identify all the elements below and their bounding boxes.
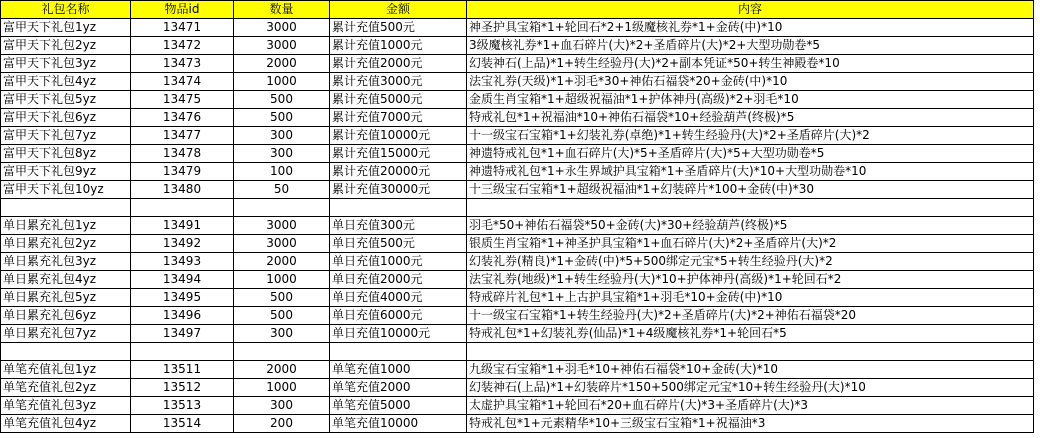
cell-content[interactable]: 金质生肖宝箱*1+超级祝福油*1+护体神丹(高级)*2+羽毛*10 — [467, 91, 1034, 109]
table-row — [1, 307, 1034, 325]
cell-item-id[interactable]: 13495 — [131, 289, 234, 307]
cell-gift-name[interactable]: 富甲天下礼包7yz — [1, 127, 131, 145]
cell-quantity[interactable]: 3000 — [234, 217, 330, 235]
header-id[interactable]: 物品id — [131, 1, 234, 19]
cell-item-id[interactable]: 13473 — [131, 55, 234, 73]
cell-quantity[interactable]: 3000 — [234, 37, 330, 55]
cell-gift-name[interactable]: 富甲天下礼包8yz — [1, 145, 131, 163]
cell-item-id[interactable]: 13474 — [131, 73, 234, 91]
cell-content[interactable]: 特戒礼包*1+元素精华*10+三级宝石宝箱*1+祝福油*3 — [467, 415, 1034, 433]
cell-item-id[interactable]: 13513 — [131, 397, 234, 415]
cell-quantity[interactable]: 2000 — [234, 55, 330, 73]
header-name[interactable]: 礼包名称 — [1, 1, 131, 19]
table-row — [1, 181, 1034, 199]
cell-gift-name[interactable]: 富甲天下礼包6yz — [1, 109, 131, 127]
cell-amount[interactable]: 累计充值7000元 — [330, 109, 467, 127]
cell-content[interactable]: 太虚护具宝箱*1+轮回石*20+血石碎片(大)*3+圣盾碎片(大)*3 — [467, 397, 1034, 415]
cell-quantity[interactable]: 3000 — [234, 235, 330, 253]
cell-content[interactable]: 十一级宝石宝箱*1+幻装礼券(卓绝)*1+转生经验丹(大)*2+圣盾碎片(大)*2 — [467, 127, 1034, 145]
cell-quantity[interactable]: 1000 — [234, 73, 330, 91]
spacer-row — [1, 343, 1034, 361]
cell-gift-name[interactable]: 单笔充值礼包1yz — [1, 361, 131, 379]
table-row — [1, 289, 1034, 307]
cell-item-id[interactable]: 13471 — [131, 19, 234, 37]
cell-gift-name[interactable]: 单笔充值礼包2yz — [1, 379, 131, 397]
cell-amount[interactable]: 累计充值5000元 — [330, 91, 467, 109]
cell-gift-name[interactable]: 富甲天下礼包10yz — [1, 181, 131, 199]
table-row — [1, 235, 1034, 253]
cell-quantity[interactable]: 200 — [234, 415, 330, 433]
cell-content[interactable]: 特戒礼包*1+祝福油*10+神佑石福袋*10+经验葫芦(终极)*5 — [467, 109, 1034, 127]
cell-content[interactable]: 十一级宝石宝箱*1+转生经验丹(大)*2+圣盾碎片(大)*2+神佑石福袋*20 — [467, 307, 1034, 325]
header-row — [1, 1, 1034, 19]
table-row — [1, 55, 1034, 73]
empty-cell[interactable] — [330, 199, 467, 217]
cell-quantity[interactable]: 2000 — [234, 361, 330, 379]
cell-quantity[interactable]: 500 — [234, 91, 330, 109]
cell-gift-name[interactable]: 富甲天下礼包1yz — [1, 19, 131, 37]
cell-amount[interactable]: 单笔充值2000 — [330, 379, 467, 397]
empty-cell[interactable] — [234, 343, 330, 361]
sheet-body — [1, 19, 1034, 433]
cell-gift-name[interactable]: 富甲天下礼包4yz — [1, 73, 131, 91]
cell-item-id[interactable]: 13497 — [131, 325, 234, 343]
cell-amount[interactable]: 单日充值10000元 — [330, 325, 467, 343]
table-row — [1, 91, 1034, 109]
cell-content[interactable]: 法宝礼券(天级)*1+羽毛*30+神佑石福袋*20+金砖(中)*10 — [467, 73, 1034, 91]
cell-item-id[interactable]: 13475 — [131, 91, 234, 109]
cell-content[interactable]: 神圣护具宝箱*1+轮回石*2+1级魔核礼券*1+金砖(中)*10 — [467, 19, 1034, 37]
cell-gift-name[interactable]: 单笔充值礼包4yz — [1, 415, 131, 433]
cell-content[interactable]: 银质生肖宝箱*1+神圣护具宝箱*1+血石碎片(大)*2+圣盾碎片(大)*2 — [467, 235, 1034, 253]
cell-gift-name[interactable]: 富甲天下礼包3yz — [1, 55, 131, 73]
cell-amount[interactable]: 单日充值6000元 — [330, 307, 467, 325]
cell-content[interactable]: 九级宝石宝箱*1+羽毛*10+神佑石福袋*10+金砖(大)*10 — [467, 361, 1034, 379]
empty-cell[interactable] — [234, 199, 330, 217]
cell-content[interactable]: 特戒碎片礼包*1+上古护具宝箱*1+羽毛*10+金砖(中)*10 — [467, 289, 1034, 307]
table-row — [1, 37, 1034, 55]
cell-item-id[interactable]: 13514 — [131, 415, 234, 433]
cell-amount[interactable]: 单日充值4000元 — [330, 289, 467, 307]
cell-amount[interactable]: 累计充值2000元 — [330, 55, 467, 73]
cell-amount[interactable]: 单笔充值1000 — [330, 361, 467, 379]
cell-gift-name[interactable]: 富甲天下礼包2yz — [1, 37, 131, 55]
cell-gift-name[interactable]: 单日累充礼包3yz — [1, 253, 131, 271]
cell-gift-name[interactable]: 单日累充礼包2yz — [1, 235, 131, 253]
table-row — [1, 379, 1034, 397]
cell-item-id[interactable]: 13496 — [131, 307, 234, 325]
cell-item-id[interactable]: 13480 — [131, 181, 234, 199]
cell-amount[interactable]: 单笔充值10000 — [330, 415, 467, 433]
table-row — [1, 163, 1034, 181]
table-row — [1, 217, 1034, 235]
cell-quantity[interactable]: 300 — [234, 145, 330, 163]
table-row — [1, 325, 1034, 343]
cell-quantity[interactable]: 100 — [234, 163, 330, 181]
cell-quantity[interactable]: 300 — [234, 397, 330, 415]
cell-item-id[interactable]: 13477 — [131, 127, 234, 145]
cell-quantity[interactable]: 3000 — [234, 19, 330, 37]
cell-content[interactable]: 羽毛*50+神佑石福袋*50+金砖(大)*30+经验葫芦(终极)*5 — [467, 217, 1034, 235]
cell-amount[interactable]: 单笔充值5000 — [330, 397, 467, 415]
cell-quantity[interactable]: 300 — [234, 325, 330, 343]
header-amount[interactable]: 金额 — [330, 1, 467, 19]
cell-gift-name[interactable]: 单日累充礼包6yz — [1, 307, 131, 325]
cell-quantity[interactable]: 500 — [234, 307, 330, 325]
table-row — [1, 145, 1034, 163]
cell-amount[interactable]: 累计充值500元 — [330, 19, 467, 37]
table-row — [1, 415, 1034, 433]
header-qty[interactable]: 数量 — [234, 1, 330, 19]
empty-cell[interactable] — [467, 343, 1034, 361]
empty-cell[interactable] — [131, 199, 234, 217]
cell-content[interactable]: 法宝礼券(地级)*1+转生经验丹(大)*10+护体神丹(高级)*1+轮回石*2 — [467, 271, 1034, 289]
cell-item-id[interactable]: 13511 — [131, 361, 234, 379]
empty-cell[interactable] — [467, 199, 1034, 217]
cell-item-id[interactable]: 13512 — [131, 379, 234, 397]
cell-content[interactable]: 神遗特戒礼包*1+血石碎片(大)*5+圣盾碎片(大)*5+大型功勋卷*5 — [467, 145, 1034, 163]
cell-quantity[interactable]: 500 — [234, 109, 330, 127]
cell-item-id[interactable]: 13479 — [131, 163, 234, 181]
cell-gift-name[interactable]: 单笔充值礼包3yz — [1, 397, 131, 415]
cell-amount[interactable]: 累计充值1000元 — [330, 37, 467, 55]
cell-quantity[interactable]: 1000 — [234, 271, 330, 289]
cell-item-id[interactable]: 13493 — [131, 253, 234, 271]
cell-amount[interactable]: 单日充值300元 — [330, 217, 467, 235]
cell-quantity[interactable]: 2000 — [234, 253, 330, 271]
cell-item-id[interactable]: 13472 — [131, 37, 234, 55]
cell-amount[interactable]: 单日充值2000元 — [330, 271, 467, 289]
cell-content[interactable]: 十三级宝石宝箱*1+超级祝福油*1+幻装碎片*100+金砖(中)*30 — [467, 181, 1034, 199]
cell-gift-name[interactable]: 富甲天下礼包5yz — [1, 91, 131, 109]
table-row — [1, 253, 1034, 271]
cell-amount[interactable]: 单日充值1000元 — [330, 253, 467, 271]
cell-content[interactable]: 特戒礼包*1+幻装礼券(仙品)*1+4级魔核礼券*1+轮回石*5 — [467, 325, 1034, 343]
table-row — [1, 127, 1034, 145]
cell-content[interactable]: 幻装礼券(精良)*1+金砖(中)*5+500绑定元宝*5+转生经验丹(大)*2 — [467, 253, 1034, 271]
cell-content[interactable]: 3级魔核礼券*1+血石碎片(大)*2+圣盾碎片(大)*2+大型功勋卷*5 — [467, 37, 1034, 55]
table-row — [1, 109, 1034, 127]
table-row — [1, 73, 1034, 91]
cell-gift-name[interactable]: 单日累充礼包5yz — [1, 289, 131, 307]
cell-item-id[interactable]: 13492 — [131, 235, 234, 253]
empty-cell[interactable] — [1, 343, 131, 361]
cell-amount[interactable]: 累计充值3000元 — [330, 73, 467, 91]
cell-item-id[interactable]: 13476 — [131, 109, 234, 127]
cell-content[interactable]: 幻装神石(上品)*1+转生经验丹(大)*2+副本凭证*50+转生神殿卷*10 — [467, 55, 1034, 73]
empty-cell[interactable] — [1, 199, 131, 217]
cell-gift-name[interactable]: 单日累充礼包1yz — [1, 217, 131, 235]
cell-amount[interactable]: 累计充值10000元 — [330, 127, 467, 145]
cell-gift-name[interactable]: 富甲天下礼包9yz — [1, 163, 131, 181]
table-row — [1, 271, 1034, 289]
cell-gift-name[interactable]: 单日累充礼包4yz — [1, 271, 131, 289]
cell-quantity[interactable]: 1000 — [234, 379, 330, 397]
cell-item-id[interactable]: 13491 — [131, 217, 234, 235]
empty-cell[interactable] — [330, 343, 467, 361]
table-row — [1, 19, 1034, 37]
cell-amount[interactable]: 累计充值15000元 — [330, 145, 467, 163]
cell-item-id[interactable]: 13494 — [131, 271, 234, 289]
cell-content[interactable]: 神遗特戒礼包*1+永生界域护具宝箱*1+圣盾碎片(大)*10+大型功勋卷*10 — [467, 163, 1034, 181]
header-content[interactable]: 内容 — [467, 1, 1034, 19]
cell-amount[interactable]: 累计充值30000元 — [330, 181, 467, 199]
cell-item-id[interactable]: 13478 — [131, 145, 234, 163]
cell-quantity[interactable]: 500 — [234, 289, 330, 307]
empty-cell[interactable] — [131, 343, 234, 361]
cell-amount[interactable]: 单日充值500元 — [330, 235, 467, 253]
spacer-row — [1, 199, 1034, 217]
table-row — [1, 397, 1034, 415]
cell-amount[interactable]: 累计充值20000元 — [330, 163, 467, 181]
cell-content[interactable]: 幻装神石(上品)*1+幻装碎片*150+500绑定元宝*10+转生经验丹(大)*10 — [467, 379, 1034, 397]
cell-quantity[interactable]: 300 — [234, 127, 330, 145]
cell-quantity[interactable]: 50 — [234, 181, 330, 199]
table-row — [1, 361, 1034, 379]
cell-gift-name[interactable]: 单日累充礼包7yz — [1, 325, 131, 343]
